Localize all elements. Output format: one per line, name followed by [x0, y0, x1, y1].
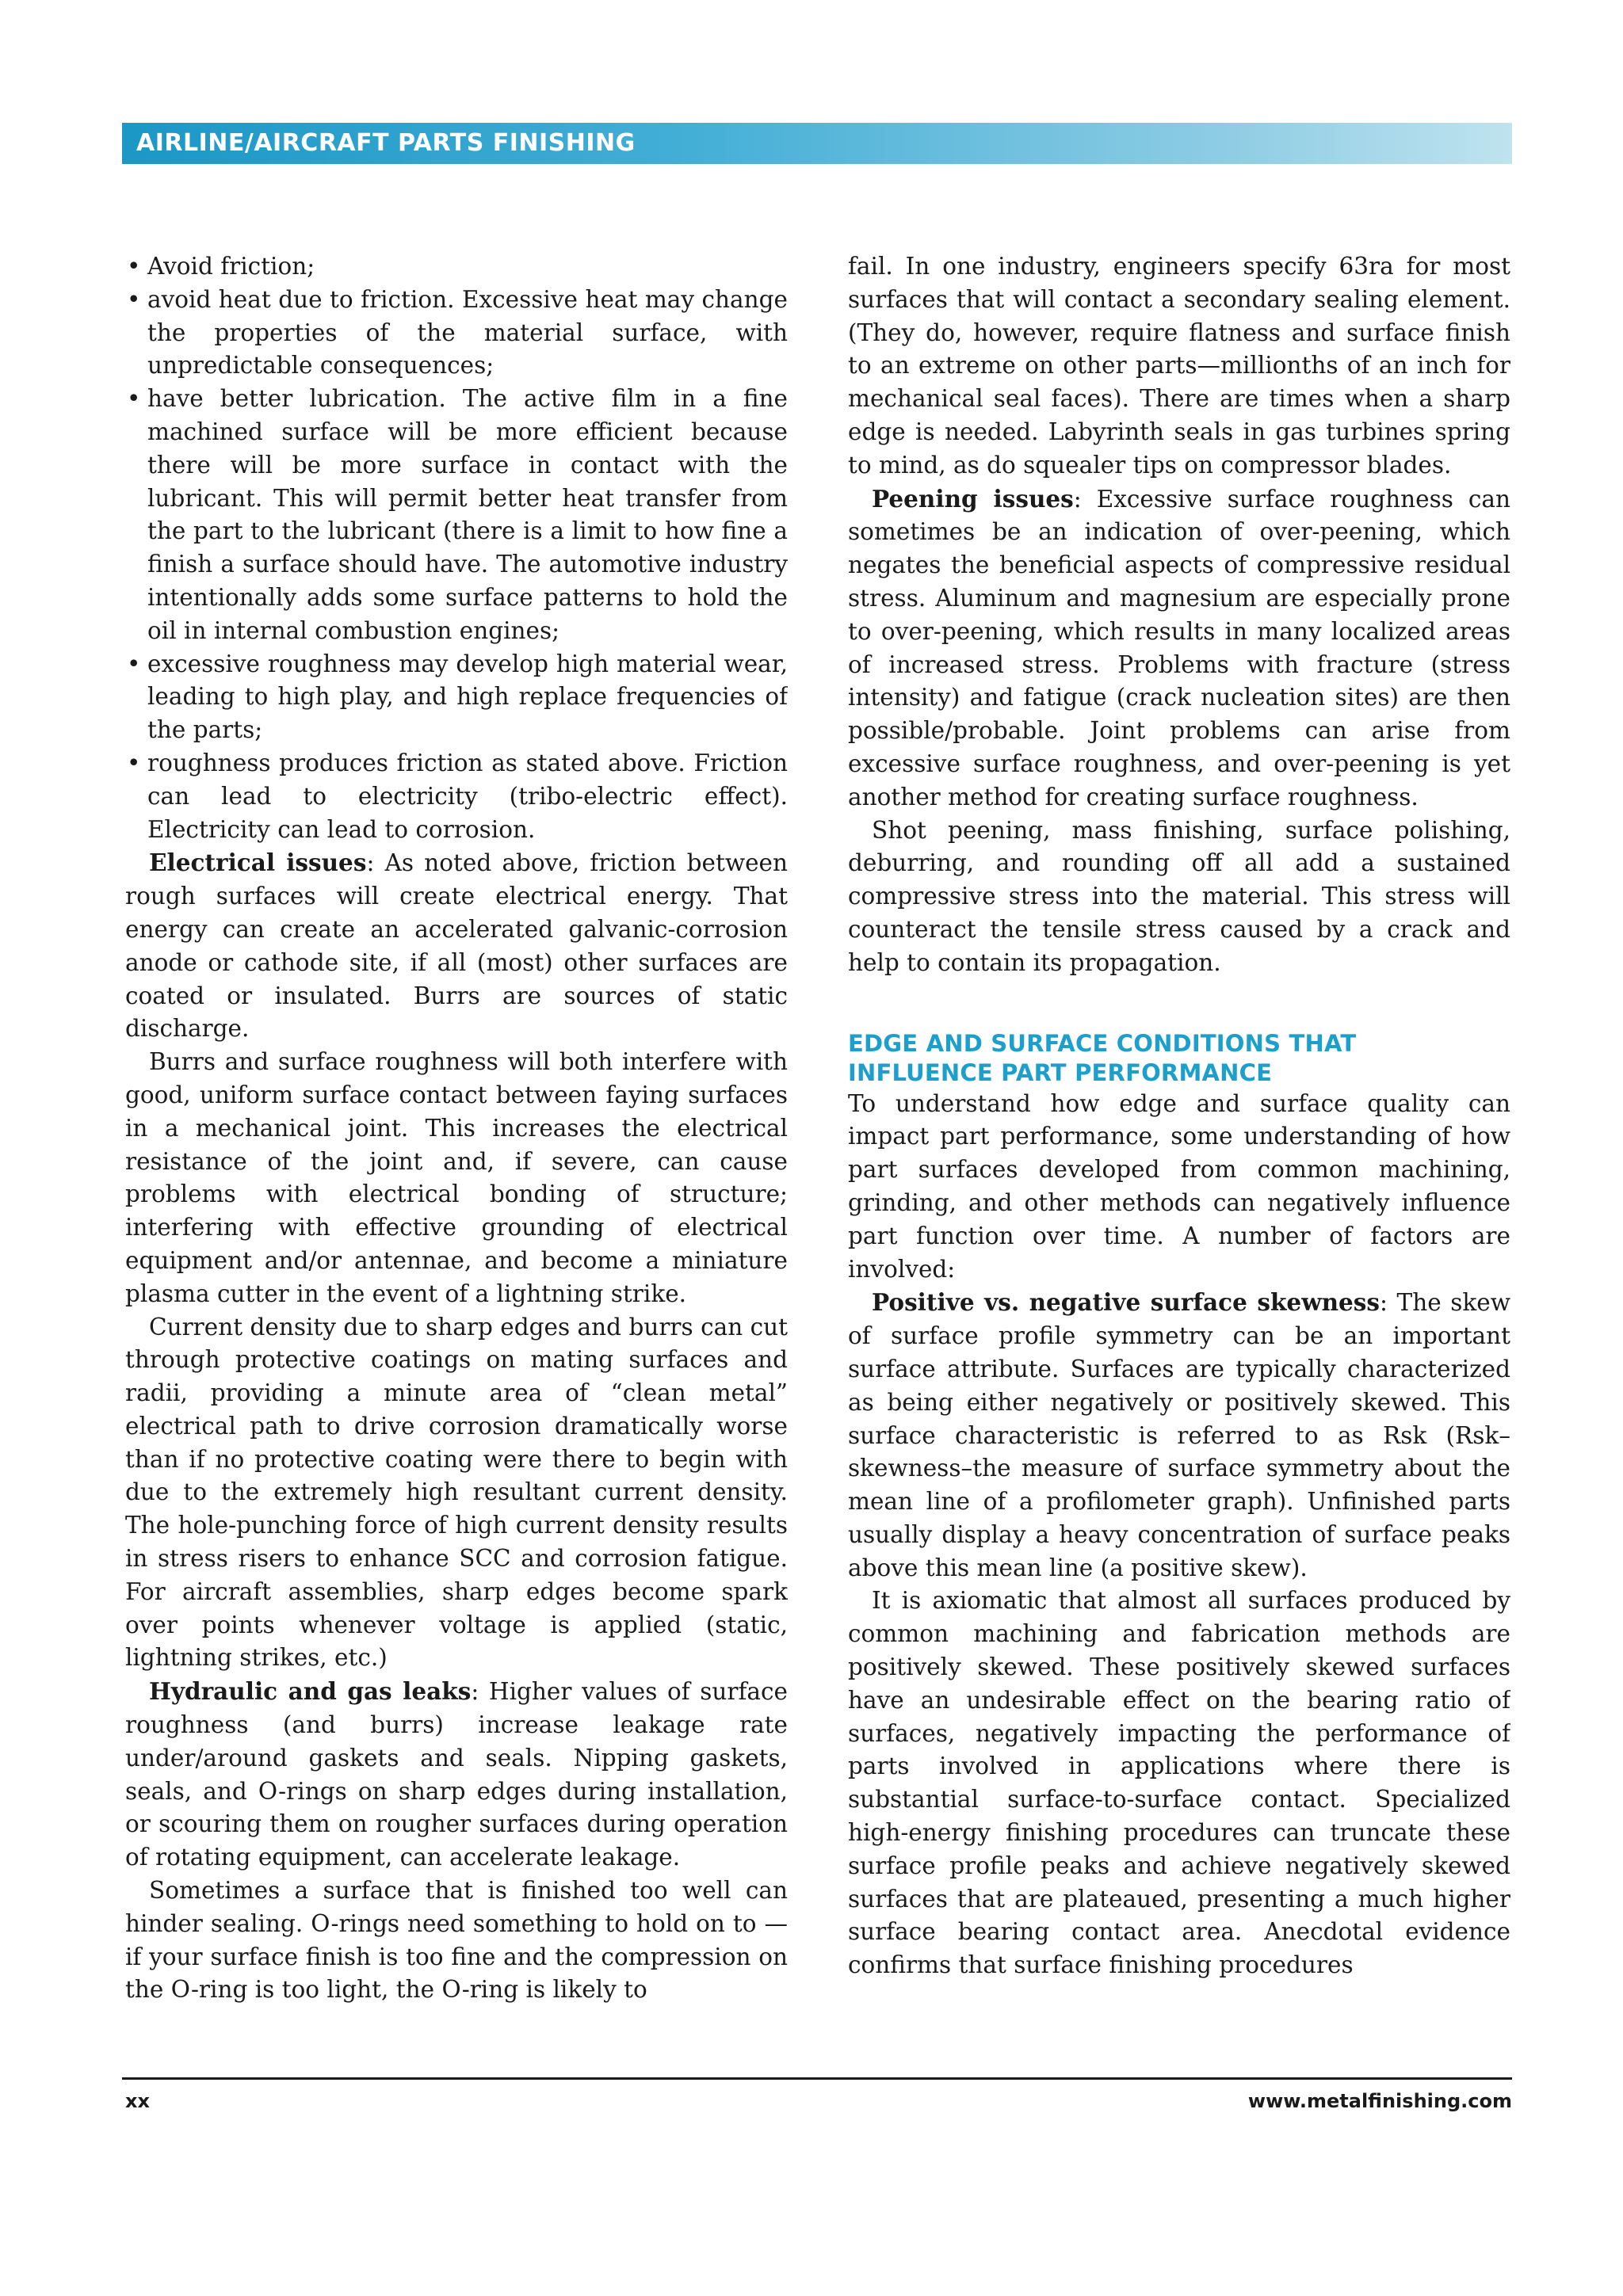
- list-item: • roughness produces friction as stated above. Friction can lead to electricity (tribo-electric effect). Electricity can lead to corrosion.: [125, 747, 788, 846]
- left-column: [125, 250, 788, 2041]
- paragraph-sealing: Sometimes a surface that is finished too well can hinder sealing. O-rings need something to hold on to —if your surface finish is too fine and the compression on the O-ring is too light, the O-ring is likely to: [125, 1877, 788, 2004]
- list-item: • excessive roughness may develop high material wear, leading to high play, and high replace frequencies of the parts;: [125, 648, 788, 747]
- paragraph-hydraulic-gas-leaks: [125, 1675, 788, 1875]
- paragraph-burrs: Burrs and surface roughness will both interfere with good, uniform surface contact between faying surfaces in a mechanical joint. This increases the electrical resistance of the joint and, if severe, can cause problems with electrical bonding of structure; interfering with effective grounding of electrical equipment and/or antennae, and become a miniature plasma cutter in the event of a lightning strike.: [125, 1048, 788, 1307]
- list-item: • have better lubrication. The active film in a fine machined surface will be more efficient because there will be more surface in contact with the lubricant. This will permit better heat transfer from the part to the lubricant (there is a limit to how fine a finish a surface should have. The automotive industry intentionally adds some surface patterns to hold the oil in internal combustion engines;: [125, 383, 788, 647]
- page-number: xx: [125, 2090, 150, 2112]
- paragraph-peening-issues: [848, 482, 1510, 814]
- paragraph-text: : As noted above, friction between rough surfaces will create electrical energy. That energy can create an accelerated galvanic-corrosion anode or cathode site, if all (most) other surfaces are coated or insulated. Burrs are sources of static discharge.: [125, 849, 788, 1043]
- list-item: • avoid heat due to friction. Excessive heat may change the properties of the material surface, with unpredictable consequences;: [125, 284, 788, 383]
- footer-website: www.metalfinishing.com: [1247, 2090, 1512, 2112]
- footer-divider: [122, 2077, 1512, 2080]
- paragraph-electrical-issues: [125, 846, 788, 1046]
- run-in-heading: Positive vs. negative surface skewness: [872, 1288, 1381, 1317]
- run-in-heading: Electrical issues: [149, 849, 367, 877]
- paragraph-text: : Higher values of surface roughness (and burrs) increase leakage rate under/around gaskets and seals. Nipping gaskets, seals, and O-rings on sharp edges during installation, or scouring them on rougher surfaces during operation of rotating equipment, can accelerate leakage.: [125, 1678, 788, 1871]
- paragraph-axiomatic: It is axiomatic that almost all surfaces produced by common machining and fabrication methods are positively skewed. These positively skewed surfaces have an undesirable effect on the bearing ratio of surfaces, negatively impacting the performance of parts involved in applications where there is substantial surface-to-surface contact. Specialized high-energy finishing procedures can truncate these surface profile peaks and achieve negatively skewed surfaces that are plateaued, presenting a much higher surface bearing contact area. Anecdotal evidence confirms that surface finishing procedures: [848, 1587, 1510, 1979]
- list-item: • Avoid friction;: [125, 250, 788, 284]
- paragraph-skewness: [848, 1286, 1510, 1585]
- paragraph-shot-peening: Shot peening, mass finishing, surface polishing, deburring, and rounding off all add a sustained compressive stress into the material. This stress will counteract the tensile stress caused by a crack and help to contain its propagation.: [848, 816, 1510, 976]
- section-title: AIRLINE/AIRCRAFT PARTS FINISHING: [136, 129, 636, 157]
- section-heading: [848, 1029, 1510, 1088]
- paragraph-understand: To understand how edge and surface quality can impact part performance, some understanding of how part surfaces developed from common machining, grinding, and other methods can negatively influence part function over time. A number of factors are involved:: [848, 1089, 1510, 1283]
- right-column: [848, 250, 1510, 2041]
- heading-line: INFLUENCE PART PERFORMANCE: [848, 1058, 1273, 1086]
- run-in-heading: Peening issues: [872, 484, 1074, 513]
- paragraph-text: : The skew of surface profile symmetry can be an important surface attribute. Surfaces are typically characterized as being either negatively or positively skewed. This surface characteristic is referred to as Rsk (Rsk–skewness–the measure of surface symmetry about the mean line of a profilometer graph). Unfinished parts usually display a heavy concentration of surface peaks above this mean line (a positive skew).: [848, 1289, 1510, 1581]
- heading-line: EDGE AND SURFACE CONDITIONS THAT: [848, 1029, 1357, 1057]
- run-in-heading: Hydraulic and gas leaks: [149, 1677, 472, 1706]
- paragraph-current-density: Current density due to sharp edges and burrs can cut through protective coatings on mating surfaces and radii, providing a minute area of “clean metal” electrical path to drive corrosion dramatically worse than if no protective coating were there to begin with due to the extremely high resultant current density. The hole-punching force of high current density results in stress risers to enhance SCC and corrosion fatigue. For aircraft assemblies, sharp edges become spark over points whenever voltage is applied (static, lightning strikes, etc.): [125, 1313, 788, 1672]
- paragraph-continued: fail. In one industry, engineers specify 63ra for most surfaces that will contact a secondary sealing element. (They do, however, require flatness and surface finish to an extreme on other parts—millionths of an inch for mechanical seal faces). There are times when a sharp edge is needed. Labyrinth seals in gas turbines spring to mind, as do squealer tips on compressor blades.: [848, 253, 1510, 479]
- paragraph-text: : Excessive surface roughness can sometimes be an indication of over-peening, which negates the beneficial aspects of compressive residual stress. Aluminum and magnesium are especially prone to over-peening, which results in many localized areas of increased stress. Problems with fracture (stress intensity) and fatigue (crack nucleation sites) are then possible/probable. Joint problems can arise from excessive surface roughness, and over-peening is yet another method for creating surface roughness.: [848, 485, 1510, 810]
- section-header-bar: [122, 123, 1512, 164]
- benefits-list: [125, 250, 788, 846]
